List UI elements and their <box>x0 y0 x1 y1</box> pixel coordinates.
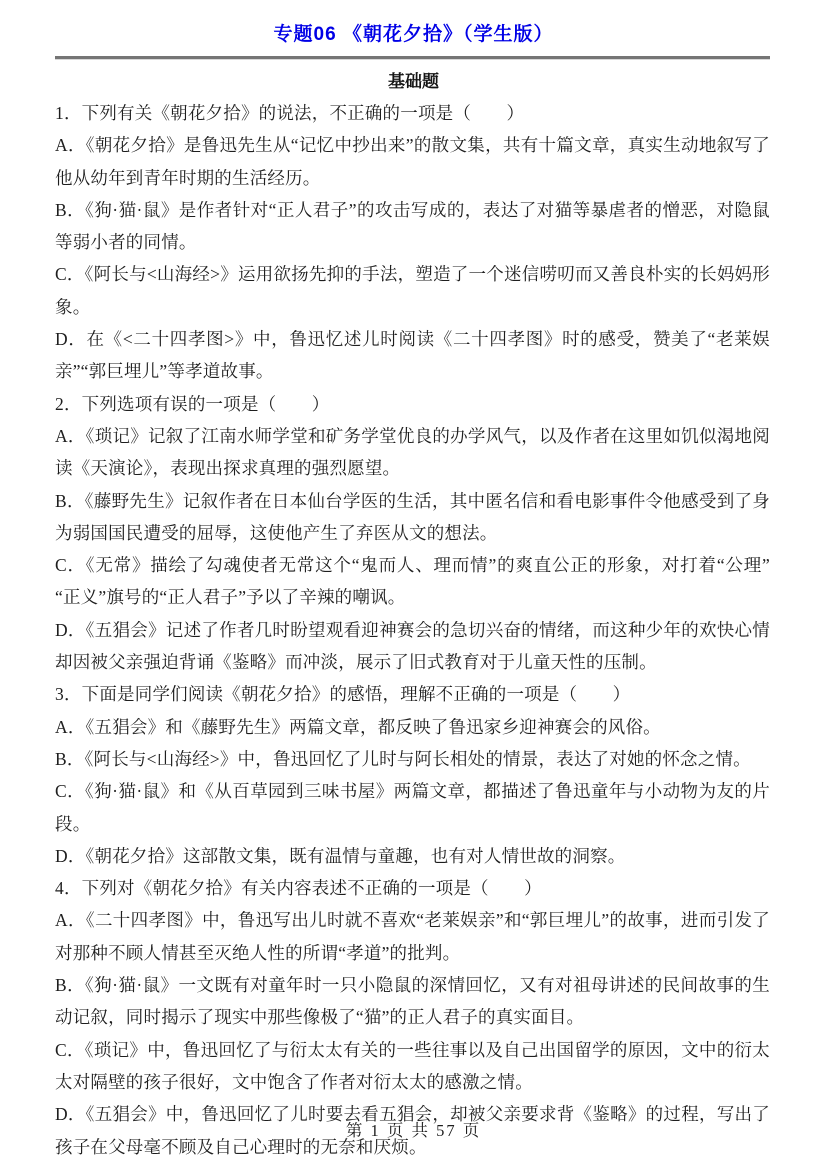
question-4-option-b: B．《狗·猫·鼠》一文既有对童年时一只小隐鼠的深情回忆，又有对祖母讲述的民间故事的生动记叙，同时揭示了现实中那些像极了“猫”的正人君子的真实面目。 <box>55 975 770 1028</box>
question-4-option-c: C．《琐记》中，鲁迅回忆了与衍太太有关的一些往事以及自己出国留学的原因，文中的衍太太对隔壁的孩子很好，文中饱含了作者对衍太太的感激之情。 <box>55 1039 770 1092</box>
question-3-stem: 3．下面是同学们阅读《朝花夕拾》的感悟，理解不正确的一项是（ ） <box>55 684 631 705</box>
question-2 <box>55 388 770 679</box>
question-4-option-d: D．《五猖会》中，鲁迅回忆了儿时要去看五猖会，却被父亲要求背《鉴略》的过程，写出了孩子在父母毫不顾及自己心理时的无奈和厌烦。 <box>55 1104 770 1157</box>
page-number-indicator: 第 1 页 共 57 页 <box>345 1121 482 1140</box>
question-3 <box>55 678 770 872</box>
question-1-option-c: C．《阿长与<山海经>》运用欲扬先抑的手法，塑造了一个迷信唠叨而又善良朴实的长妈妈形象。 <box>55 264 770 317</box>
document-body <box>0 92 827 1163</box>
question-3-option-a: A．《五猖会》和《藤野先生》两篇文章，都反映了鲁迅家乡迎神赛会的风俗。 <box>55 716 661 737</box>
question-3-option-b: B．《阿长与<山海经>》中，鲁迅回忆了儿时与阿长相处的情景，表达了对她的怀念之情。 <box>55 748 751 769</box>
question-2-option-c: C．《无常》描绘了勾魂使者无常这个“鬼而人、理而情”的爽直公正的形象，对打着“公理”“正义”旗号的“正人君子”予以了辛辣的嘲讽。 <box>55 555 770 608</box>
title-divider-rule <box>55 56 770 60</box>
question-3-option-d: D．《朝花夕拾》这部散文集，既有温情与童趣，也有对人情世故的洞察。 <box>55 845 626 866</box>
question-4-option-a: A．《二十四孝图》中，鲁迅写出儿时就不喜欢“老莱娱亲”和“郭巨埋儿”的故事，进而引发了对那种不顾人情甚至灭绝人性的所谓“孝道”的批判。 <box>55 910 770 963</box>
question-4-stem: 4．下列对《朝花夕拾》有关内容表述不正确的一项是（ ） <box>55 878 542 899</box>
question-1-option-d: D．在《<二十四孝图>》中，鲁迅忆述儿时阅读《二十四孝图》时的感受，赞美了“老莱娱亲”“郭巨埋儿”等孝道故事。 <box>55 329 770 382</box>
question-3-option-c: C．《狗·猫·鼠》和《从百草园到三味书屋》两篇文章，都描述了鲁迅童年与小动物为友的片段。 <box>55 781 770 834</box>
question-1-option-a: A．《朝花夕拾》是鲁迅先生从“记忆中抄出来”的散文集，共有十篇文章，真实生动地叙写了他从幼年到青年时期的生活经历。 <box>55 135 770 188</box>
question-1-option-b: B．《狗·猫·鼠》是作者针对“正人君子”的攻击写成的，表达了对猫等暴虐者的憎恶，对隐鼠等弱小者的同情。 <box>55 199 770 253</box>
question-1 <box>55 97 770 388</box>
question-1-stem: 1．下列有关《朝花夕拾》的说法，不正确的一项是（ ） <box>55 103 525 123</box>
section-heading: 基础题 <box>388 72 439 91</box>
question-2-stem: 2．下列选项有误的一项是（ ） <box>55 393 330 414</box>
question-2-option-b: B．《藤野先生》记叙作者在日本仙台学医的生活，其中匿名信和看电影事件令他感受到了身为弱国国民遭受的屈辱，这使他产生了弃医从文的想法。 <box>55 490 770 543</box>
question-2-option-d: D．《五猖会》记述了作者几时盼望观看迎神赛会的急切兴奋的情绪，而这种少年的欢快心情却因被父亲强迫背诵《鉴略》而冲淡，展示了旧式教育对于儿童天性的压制。 <box>55 619 770 673</box>
document-title: 专题06 《朝花夕拾》（学生版） <box>273 24 554 45</box>
question-2-option-a: A．《琐记》记叙了江南水师学堂和矿务学堂优良的办学风气，以及作者在这里如饥似渴地阅读《天演论》，表现出探求真理的强烈愿望。 <box>55 425 770 479</box>
